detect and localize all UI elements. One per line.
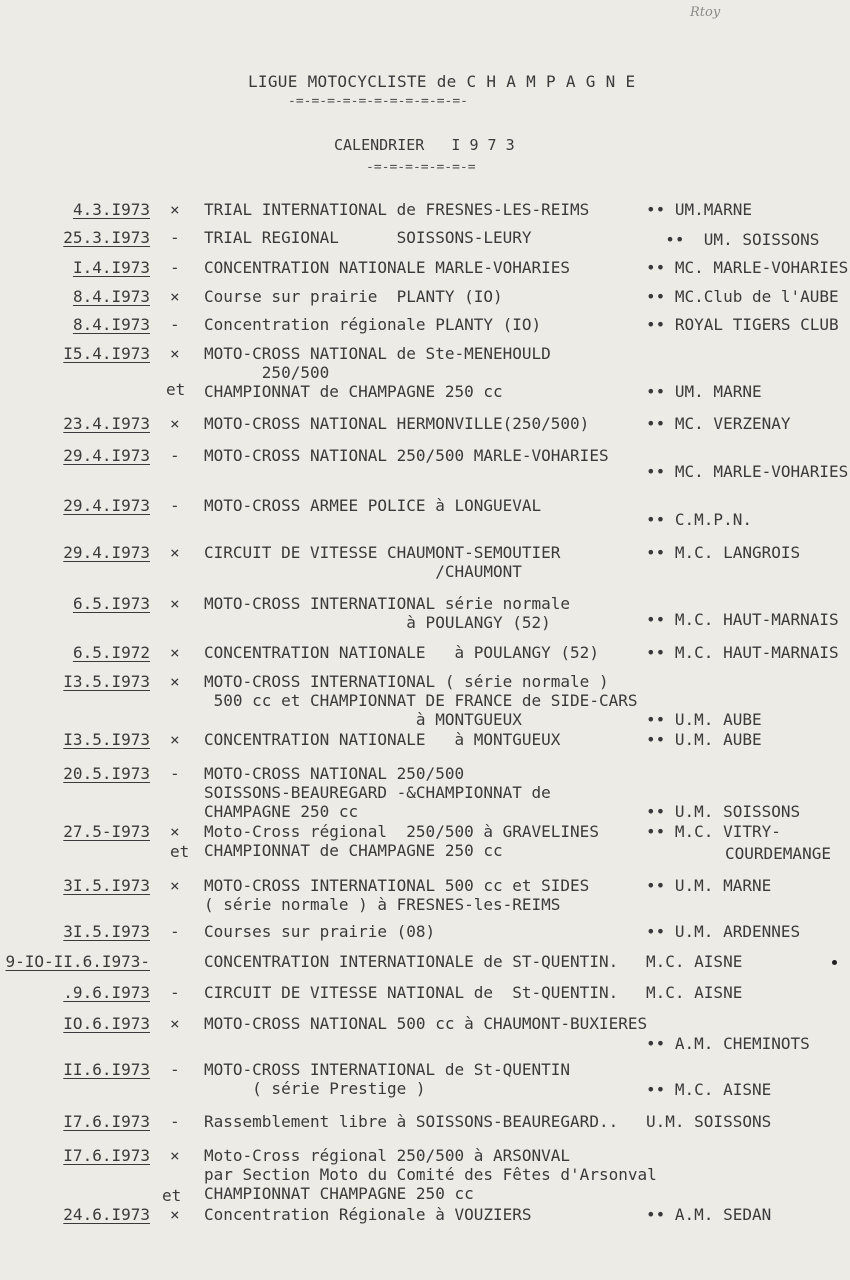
event-row — [0, 228, 850, 254]
event-description: Moto-Cross régional 250/500 à ARSONVAL — [204, 1146, 571, 1165]
organizing-club: •• M.C. HAUT-MARNAIS — [646, 610, 839, 629]
event-row — [0, 594, 850, 632]
event-description: MOTO-CROSS NATIONAL 250/500 — [204, 764, 465, 783]
event-mark: - — [170, 764, 180, 783]
organizing-club: •• U.M. MARNE — [646, 876, 772, 895]
organizing-club: M.C. AISNE — [646, 952, 743, 971]
organizing-club: •• U.M. SOISSONS — [646, 802, 801, 821]
event-mark: - — [170, 228, 180, 247]
event-row — [0, 446, 850, 481]
organizing-club: •• MC. MARLE-VOHARIES — [646, 462, 849, 481]
ink-dot — [832, 960, 837, 965]
event-row — [0, 543, 850, 581]
event-description: à MONTGUEUX — [204, 710, 522, 729]
event-row — [0, 258, 850, 284]
event-date: 24.6.I973 — [63, 1205, 150, 1224]
title-rule: -=-=-=-=-=-=-=-=-=-=-=- — [288, 94, 469, 109]
event-mark: ⨯ — [170, 543, 180, 562]
event-date: I7.6.I973 — [63, 1146, 150, 1165]
event-mark: - — [170, 1112, 180, 1131]
event-description: CHAMPIONNAT CHAMPAGNE 250 cc — [204, 1184, 474, 1203]
organizing-club: •• M.C. VITRY- — [646, 822, 781, 841]
event-date: 8.4.I973 — [72, 287, 150, 306]
event-row — [0, 922, 850, 948]
event-mark: - — [170, 258, 180, 277]
organizing-club: •• U.M. AUBE — [646, 730, 762, 749]
event-date: 29.4.I973 — [63, 543, 150, 562]
organizing-club: M.C. AISNE — [646, 983, 743, 1002]
organizing-club: •• A.M. SEDAN — [646, 1205, 772, 1224]
event-date: I.4.I973 — [72, 258, 150, 277]
event-row — [0, 414, 850, 440]
event-description: TRIAL INTERNATIONAL de FRESNES-LES-REIMS — [204, 200, 590, 219]
organizing-club: •• M.C. HAUT-MARNAIS — [646, 643, 839, 662]
event-date: 6.5.I972 — [72, 643, 150, 662]
event-date: 27.5-I973 — [63, 822, 150, 841]
event-description: par Section Moto du Comité des Fêtes d'Arsonval — [204, 1165, 657, 1184]
handwritten-annotation: Rtoy — [690, 5, 721, 20]
event-mark: - — [170, 446, 180, 465]
event-mark: ⨯ — [170, 730, 180, 749]
event-description: Courses sur prairie (08) — [204, 922, 436, 941]
event-mark: ⨯ — [170, 414, 180, 433]
event-mark: ⨯ — [170, 344, 180, 363]
organizing-club: •• ROYAL TIGERS CLUB — [646, 315, 839, 334]
event-description: Rassemblement libre à SOISSONS-BEAUREGARD.. — [204, 1112, 619, 1131]
event-row — [0, 496, 850, 529]
event-mark: ⨯ — [170, 1146, 180, 1165]
event-row — [0, 952, 850, 978]
organizing-club: •• MC. MARLE-VOHARIES — [646, 258, 849, 277]
event-date: 29.4.I973 — [63, 496, 150, 515]
event-description: /CHAUMONT — [204, 562, 522, 581]
event-row — [0, 315, 850, 341]
event-date: 3I.5.I973 — [63, 876, 150, 895]
event-description: MOTO-CROSS NATIONAL de Ste-MENEHOULD — [204, 344, 551, 363]
event-description: MOTO-CROSS NATIONAL 250/500 MARLE-VOHARIES — [204, 446, 609, 465]
event-description: CONCENTRATION NATIONALE MARLE-VOHARIES — [204, 258, 571, 277]
organizing-club: •• MC.Club de l'AUBE — [646, 287, 839, 306]
event-mark: - — [170, 922, 180, 941]
organizing-club: •• M.C. LANGROIS — [646, 543, 801, 562]
et-label: et — [162, 1186, 182, 1205]
organizing-club: •• C.M.P.N. — [646, 510, 752, 529]
event-date: 25.3.I973 — [63, 228, 150, 247]
event-row — [0, 730, 850, 756]
event-date: I3.5.I973 — [63, 672, 150, 691]
organizing-club: •• A.M. CHEMINOTS — [646, 1034, 810, 1053]
event-description: 500 cc et CHAMPIONNAT DE FRANCE de SIDE-CARS — [204, 691, 638, 710]
event-date: 6.5.I973 — [72, 594, 150, 613]
event-description: SOISSONS-BEAUREGARD -&CHAMPIONNAT de — [204, 783, 551, 802]
event-description: MOTO-CROSS INTERNATIONAL ( série normale ) — [204, 672, 609, 691]
event-date: 29.4.I973 — [63, 446, 150, 465]
event-description: CONCENTRATION INTERNATIONALE de ST-QUENTIN. — [204, 952, 619, 971]
event-row — [0, 983, 850, 1009]
event-mark: - — [170, 983, 180, 1002]
event-mark: ⨯ — [170, 594, 180, 613]
league-title: LIGUE MOTOCYCLISTE de C H A M P A G N E — [248, 72, 636, 91]
event-date: .9.6.I973 — [63, 983, 150, 1002]
event-description: ( série Prestige ) — [204, 1079, 426, 1098]
event-row — [0, 1060, 850, 1099]
event-date: II.6.I973 — [63, 1060, 150, 1079]
event-description: CHAMPIONNAT de CHAMPAGNE 250 cc — [204, 382, 503, 401]
event-date: 23.4.I973 — [63, 414, 150, 433]
event-row — [0, 876, 850, 914]
et-label: et — [166, 380, 186, 399]
event-date: 9-IO-II.6.I973- — [5, 952, 150, 971]
event-description: CIRCUIT DE VITESSE CHAUMONT-SEMOUTIER — [204, 543, 561, 562]
event-mark: ⨯ — [170, 876, 180, 895]
organizing-club: •• M.C. AISNE — [646, 1080, 772, 1099]
event-mark: - — [170, 496, 180, 515]
event-row — [0, 1112, 850, 1138]
organizing-club: •• UM.MARNE — [646, 200, 752, 219]
event-mark: - — [170, 315, 180, 334]
event-date: I3.5.I973 — [63, 730, 150, 749]
event-date: 20.5.I973 — [63, 764, 150, 783]
heading-rule: -=-=-=-=-=-=-= — [366, 160, 476, 175]
event-date: I5.4.I973 — [63, 344, 150, 363]
organizing-club: U.M. SOISSONS — [646, 1112, 772, 1131]
event-description: MOTO-CROSS NATIONAL HERMONVILLE(250/500) — [204, 414, 590, 433]
event-mark: ⨯ — [170, 672, 180, 691]
event-date: 8.4.I973 — [72, 315, 150, 334]
event-row — [0, 643, 850, 669]
event-row — [0, 200, 850, 226]
event-description: TRIAL REGIONAL SOISSONS-LEURY — [204, 228, 532, 247]
event-description: MOTO-CROSS INTERNATIONAL série normale — [204, 594, 571, 613]
event-date: IO.6.I973 — [63, 1014, 150, 1033]
event-row — [0, 764, 850, 821]
event-mark: ⨯ — [170, 287, 180, 306]
event-description: CONCENTRATION NATIONALE à MONTGUEUX — [204, 730, 561, 749]
organizing-club: •• U.M. AUBE — [646, 710, 762, 729]
organizing-club: •• MC. VERZENAY — [646, 414, 791, 433]
event-row — [0, 1205, 850, 1231]
event-description: CHAMPIONNAT de CHAMPAGNE 250 cc — [204, 841, 503, 860]
event-mark: ⨯ — [170, 200, 180, 219]
event-description: à POULANGY (52) — [204, 613, 551, 632]
calendar-heading: CALENDRIER I 9 7 3 — [334, 136, 515, 154]
event-description: MOTO-CROSS ARMEE POLICE à LONGUEVAL — [204, 496, 542, 515]
event-date: I7.6.I973 — [63, 1112, 150, 1131]
event-description: MOTO-CROSS INTERNATIONAL de St-QUENTIN — [204, 1060, 571, 1079]
organizing-club: •• UM. SOISSONS — [646, 230, 820, 249]
event-description: Concentration régionale PLANTY (IO) — [204, 315, 542, 334]
event-description: Course sur prairie PLANTY (IO) — [204, 287, 503, 306]
event-mark: ⨯ — [170, 1014, 180, 1033]
event-mark: - — [170, 1060, 180, 1079]
event-mark: ⨯ — [170, 643, 180, 662]
event-description: CONCENTRATION NATIONALE à POULANGY (52) — [204, 643, 599, 662]
event-description: Moto-Cross régional 250/500 à GRAVELINES — [204, 822, 599, 841]
event-row — [0, 672, 850, 729]
event-description: Concentration Régionale à VOUZIERS — [204, 1205, 532, 1224]
organizing-club: •• U.M. ARDENNES — [646, 922, 801, 941]
event-description: MOTO-CROSS INTERNATIONAL 500 cc et SIDES — [204, 876, 590, 895]
event-mark: ⨯ — [170, 822, 180, 841]
event-description: 250/500 — [204, 363, 330, 382]
event-mark: ⨯ — [170, 1205, 180, 1224]
event-description: CHAMPAGNE 250 cc — [204, 802, 359, 821]
et-label: et — [170, 842, 190, 861]
event-description: ( série normale ) à FRESNES-les-REIMS — [204, 895, 561, 914]
event-date: 3I.5.I973 — [63, 922, 150, 941]
organizing-club-continued: COURDEMANGE — [725, 844, 831, 863]
event-description: MOTO-CROSS NATIONAL 500 cc à CHAUMONT-BUXIERES — [204, 1014, 648, 1033]
event-row — [0, 287, 850, 313]
event-description: CIRCUIT DE VITESSE NATIONAL de St-QUENTIN. — [204, 983, 619, 1002]
event-row — [0, 1014, 850, 1053]
event-date: 4.3.I973 — [72, 200, 150, 219]
organizing-club: •• UM. MARNE — [646, 382, 762, 401]
